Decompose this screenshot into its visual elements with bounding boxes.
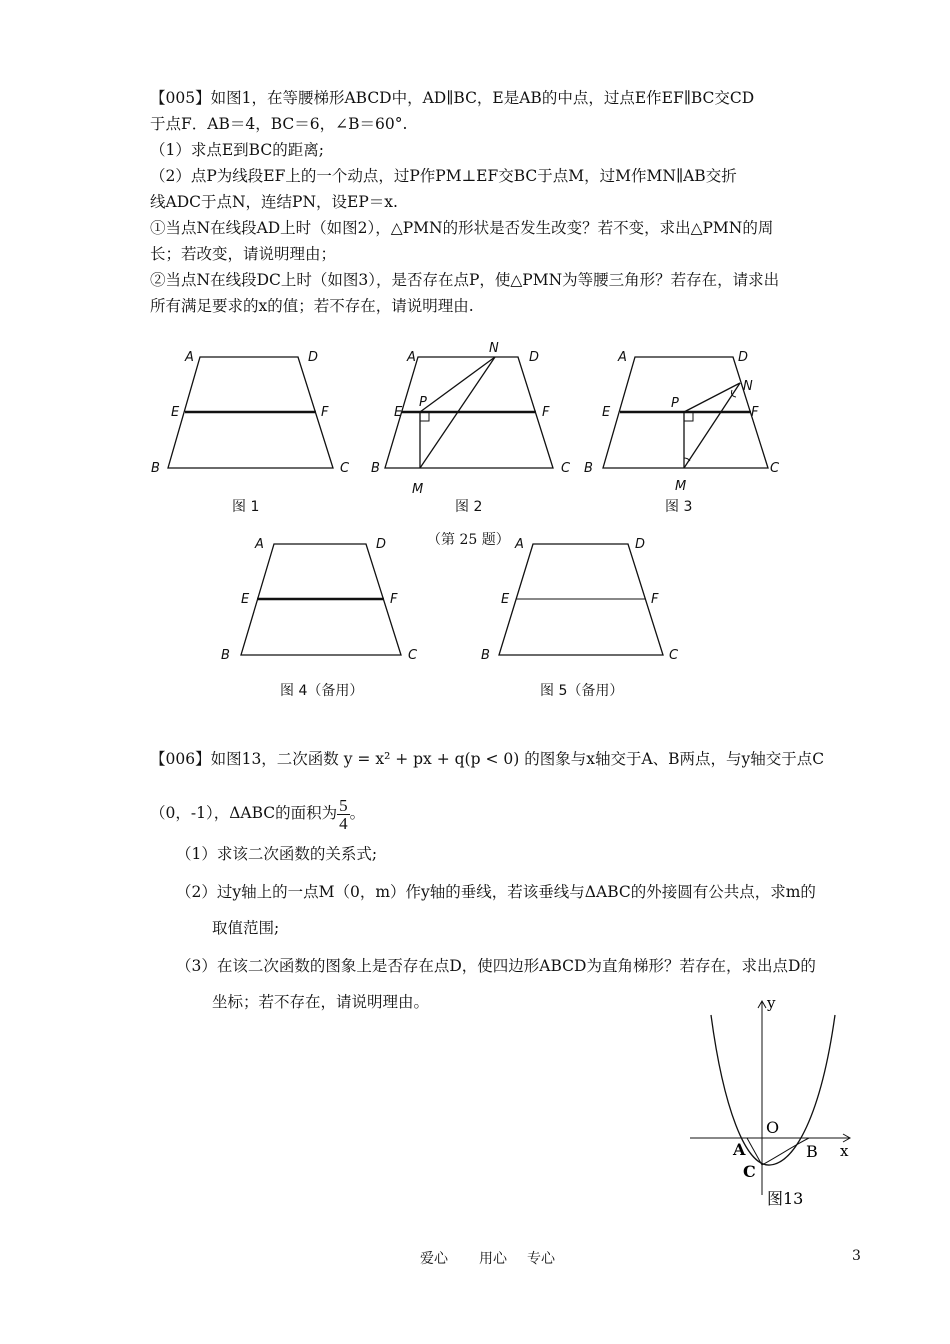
figure-3 xyxy=(580,340,790,500)
label-D: D xyxy=(308,350,319,365)
label-F: F xyxy=(321,405,329,420)
q006-part-3-cont: 坐标；若不存在，请说明理由。 xyxy=(212,993,430,1011)
q005-line-1: 【005】如图1，在等腰梯形ABCD中，AD∥BC，E是AB的中点，过点E作EF∥BC交CD xyxy=(150,89,755,107)
q006-line-2-end: 。 xyxy=(349,804,366,822)
area-fraction xyxy=(337,797,350,832)
q006-part-2: （2）过y轴上的一点M（0，m）作y轴的垂线，若该垂线与ΔABC的外接圆有公共点，求m的 xyxy=(176,883,816,901)
fraction-denominator: 4 xyxy=(339,813,348,833)
label-E: E xyxy=(241,592,250,607)
q005-line-2: 于点F．AB＝4，BC＝6，∠B＝60°. xyxy=(150,115,408,133)
caption-fig1: 图 1 xyxy=(232,499,260,515)
label-A: A xyxy=(515,537,524,552)
label-A: A xyxy=(407,350,416,365)
caption-fig2: 图 2 xyxy=(455,499,483,515)
q006-part-1: （1）求该二次函数的关系式; xyxy=(176,845,378,863)
label-F: F xyxy=(651,592,659,607)
q005-part-2-cont: 线ADC于点N，连结PN，设EP＝x. xyxy=(150,193,398,211)
q005-part-1: （1）求点E到BC的距离; xyxy=(150,141,324,159)
label-P: P xyxy=(419,395,427,410)
caption-fig5: 图 5（备用） xyxy=(540,683,624,699)
label-F: F xyxy=(751,405,759,420)
label-D: D xyxy=(529,350,540,365)
label-O: O xyxy=(766,1118,780,1137)
footer-motto-3: 专心 xyxy=(527,1251,555,1267)
label-A: A xyxy=(185,350,194,365)
label-E: E xyxy=(501,592,510,607)
q006-line-1: 【006】如图13，二次函数 y = x² + px + q(p < 0) 的图象与x轴交于A、B两点，与y轴交于点C xyxy=(150,750,825,768)
q005-sub-2: ②当点N在线段DC上时（如图3），是否存在点P，使△PMN为等腰三角形？若存在，请求出 xyxy=(150,271,780,289)
label-D: D xyxy=(738,350,749,365)
label-F: F xyxy=(390,592,398,607)
q005-sub-1: ①当点N在线段AD上时（如图2），△PMN的形状是否发生改变？若不变，求出△PMN的周 xyxy=(150,219,774,237)
figure-13-parabola xyxy=(685,995,860,1215)
label-P: P xyxy=(671,396,679,411)
label-E: E xyxy=(394,405,403,420)
figure-5 xyxy=(475,530,685,670)
label-B: B xyxy=(584,461,593,476)
q005-part-2: （2）点P为线段EF上的一个动点，过P作PM⊥EF交BC于点M，过M作MN∥AB交折 xyxy=(150,167,737,185)
question-number-label: （第 25 题） xyxy=(427,532,510,548)
label-N: N xyxy=(489,341,499,356)
label-B: B xyxy=(371,461,380,476)
label-C: C xyxy=(408,648,418,663)
label-C: C xyxy=(669,648,679,663)
q006-line-2-text: （0，-1），ΔABC的面积为 xyxy=(150,804,338,822)
label-y: y xyxy=(767,995,776,1012)
figure-4 xyxy=(215,530,425,670)
label-x: x xyxy=(840,1142,849,1160)
figure-1 xyxy=(145,340,355,485)
q006-part-2-cont: 取值范围; xyxy=(212,919,280,937)
label-N: N xyxy=(743,379,753,394)
caption-fig13: 图13 xyxy=(767,1189,804,1208)
label-D: D xyxy=(635,537,646,552)
label-D: D xyxy=(376,537,387,552)
label-E: E xyxy=(602,405,611,420)
label-A: A xyxy=(255,537,264,552)
footer-motto-1: 爱心 xyxy=(420,1251,448,1267)
page-number: 3 xyxy=(852,1248,861,1264)
label-C: C xyxy=(340,461,350,476)
fraction-numerator: 5 xyxy=(339,795,348,815)
label-M: M xyxy=(412,482,424,497)
q005-sub-2-cont: 所有满足要求的x的值；若不存在，请说明理由. xyxy=(150,297,474,315)
label-F: F xyxy=(542,405,550,420)
label-M: M xyxy=(675,479,687,494)
label-C: C xyxy=(743,1162,756,1181)
label-C: C xyxy=(770,461,780,476)
label-B: B xyxy=(151,461,160,476)
caption-fig4: 图 4（备用） xyxy=(280,683,364,699)
figure-2 xyxy=(365,340,580,500)
label-A: A xyxy=(733,1140,746,1159)
q005-sub-1-cont: 长；若改变，请说明理由； xyxy=(150,245,337,263)
label-B: B xyxy=(481,648,490,663)
label-B: B xyxy=(806,1142,818,1161)
q006-part-3: （3）在该二次函数的图象上是否存在点D，使四边形ABCD为直角梯形？若存在，求出点D的 xyxy=(176,957,816,975)
label-B: B xyxy=(221,648,230,663)
label-E: E xyxy=(171,405,180,420)
footer-motto-2: 用心 xyxy=(479,1251,507,1267)
caption-fig3: 图 3 xyxy=(665,499,693,515)
label-C: C xyxy=(561,461,571,476)
label-A: A xyxy=(618,350,627,365)
q006-line-2 xyxy=(150,793,870,833)
